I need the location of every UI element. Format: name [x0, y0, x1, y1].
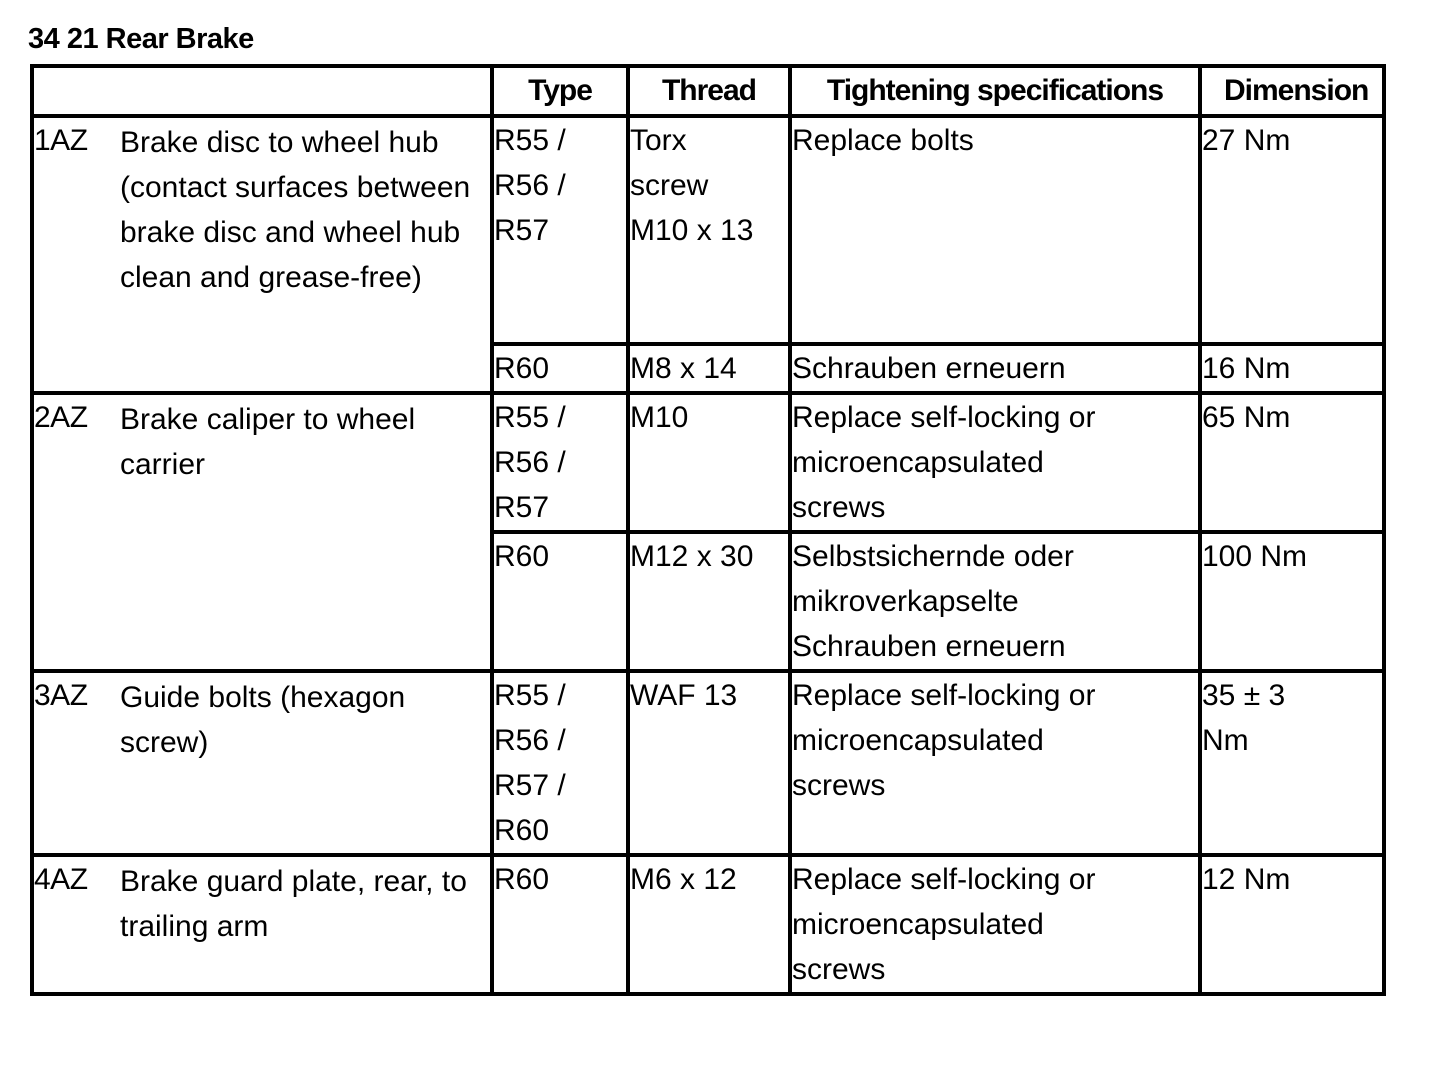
tightening-line: microencapsulated	[792, 908, 1044, 941]
type-line: R55 /	[494, 124, 566, 157]
dimension-cell	[1200, 116, 1384, 344]
item-cell	[32, 393, 492, 671]
dimension-cell	[1200, 344, 1384, 393]
item-code: 3AZ	[34, 679, 88, 712]
thread-line: M6 x 12	[630, 863, 737, 896]
page-title: 34 21 Rear Brake	[28, 23, 254, 55]
thread-cell	[628, 532, 790, 671]
type-line: R55 /	[494, 679, 566, 712]
tightening-cell	[790, 855, 1200, 994]
type-cell	[492, 116, 628, 344]
dimension-line: 27 Nm	[1202, 124, 1291, 157]
thread-line: Torx	[630, 124, 687, 157]
dimension-line: Nm	[1202, 724, 1249, 757]
tightening-line: Selbstsichernde oder	[792, 540, 1074, 573]
item-wrap	[34, 673, 490, 765]
dimension-cell	[1200, 855, 1384, 994]
type-line: R57	[494, 491, 550, 524]
type-line: R56 /	[494, 169, 566, 202]
dimension-cell	[1200, 393, 1384, 532]
table-row	[32, 855, 1384, 994]
tightening-line: Schrauben erneuern	[792, 352, 1066, 385]
tightening-cell	[790, 344, 1200, 393]
thread-cell	[628, 671, 790, 855]
tightening-line: mikroverkapselte	[792, 585, 1019, 618]
table-row	[32, 116, 1384, 344]
table-body	[32, 116, 1384, 994]
type-cell	[492, 855, 628, 994]
table-row	[32, 393, 1384, 532]
tightening-line: microencapsulated	[792, 724, 1044, 757]
rear-brake-spec-table	[30, 64, 1386, 996]
item-code: 4AZ	[34, 863, 88, 896]
dimension-cell	[1200, 671, 1384, 855]
header-dimension: Dimension	[1200, 66, 1384, 116]
tightening-cell	[790, 671, 1200, 855]
dimension-line: 12 Nm	[1202, 863, 1291, 896]
type-cell	[492, 532, 628, 671]
thread-cell	[628, 855, 790, 994]
item-wrap	[34, 118, 490, 300]
header-thread: Thread	[628, 66, 790, 116]
tightening-line: screws	[792, 953, 886, 986]
tightening-line: screws	[792, 769, 886, 802]
dimension-line: 16 Nm	[1202, 352, 1291, 385]
item-description: Brake disc to wheel hub (contact surfaces between brake disc and wheel hub clean and grease-free)	[120, 126, 471, 294]
item-cell	[32, 855, 492, 994]
tightening-line: Replace self-locking or	[792, 401, 1096, 434]
item-cell	[32, 671, 492, 855]
dimension-cell	[1200, 532, 1384, 671]
header-type: Type	[492, 66, 628, 116]
item-code: 1AZ	[34, 124, 88, 157]
tightening-line: Schrauben erneuern	[792, 630, 1066, 663]
type-line: R60	[494, 352, 550, 385]
tightening-cell	[790, 393, 1200, 532]
type-line: R56 /	[494, 446, 566, 479]
type-line: R57 /	[494, 769, 566, 802]
item-wrap	[34, 395, 490, 487]
type-line: R56 /	[494, 724, 566, 757]
header-tightening: Tightening specifications	[790, 66, 1200, 116]
type-cell	[492, 393, 628, 532]
type-cell	[492, 344, 628, 393]
thread-line: M12 x 30	[630, 540, 754, 573]
item-description: Guide bolts (hexagon screw)	[120, 681, 406, 759]
type-line: R60	[494, 863, 550, 896]
table-row	[32, 671, 1384, 855]
table-header	[32, 66, 1384, 116]
item-cell	[32, 116, 492, 393]
type-cell	[492, 671, 628, 855]
type-line: R57	[494, 214, 550, 247]
tightening-line: screws	[792, 491, 886, 524]
header-item	[32, 66, 492, 116]
type-line: R60	[494, 540, 550, 573]
tightening-line: Replace self-locking or	[792, 679, 1096, 712]
thread-cell	[628, 344, 790, 393]
header-row	[32, 66, 1384, 116]
thread-line: M8 x 14	[630, 352, 737, 385]
thread-cell	[628, 116, 790, 344]
tightening-line: Replace self-locking or	[792, 863, 1096, 896]
dimension-line: 35 ± 3	[1202, 679, 1286, 712]
thread-cell	[628, 393, 790, 532]
type-line: R55 /	[494, 401, 566, 434]
thread-line: WAF 13	[630, 679, 738, 712]
tightening-cell	[790, 116, 1200, 344]
tightening-line: Replace bolts	[792, 124, 974, 157]
thread-line: M10 x 13	[630, 214, 754, 247]
thread-line: M10	[630, 401, 689, 434]
item-description: Brake guard plate, rear, to trailing arm	[120, 865, 467, 943]
thread-line: screw	[630, 169, 709, 202]
type-line: R60	[494, 814, 550, 847]
item-wrap	[34, 857, 490, 949]
item-code: 2AZ	[34, 401, 88, 434]
dimension-line: 65 Nm	[1202, 401, 1291, 434]
tightening-line: microencapsulated	[792, 446, 1044, 479]
item-description: Brake caliper to wheel carrier	[120, 403, 416, 481]
dimension-line: 100 Nm	[1202, 540, 1308, 573]
tightening-cell	[790, 532, 1200, 671]
